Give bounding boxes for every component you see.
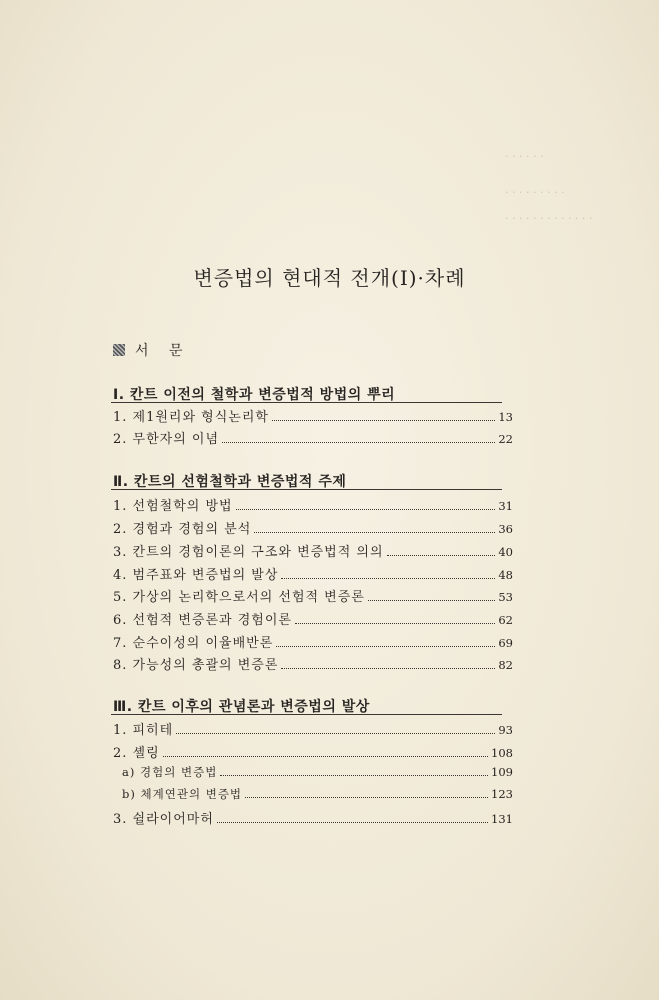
- toc-entry-label: 6. 선험적 변증론과 경험이론: [113, 613, 292, 628]
- section-heading-3[interactable]: Ⅲ. 칸트 이후의 관념론과 변증법의 발상: [113, 699, 370, 715]
- toc-page-number: 109: [491, 765, 513, 779]
- toc-entry-label: 5. 가상의 논리학으로서의 선험적 변증론: [113, 590, 365, 605]
- leader-dots: [222, 432, 495, 443]
- toc-entry[interactable]: [113, 654, 513, 672]
- leader-dots: [281, 568, 495, 579]
- leader-dots: [368, 590, 495, 601]
- section-divider: [111, 402, 502, 403]
- leader-dots: [163, 746, 488, 757]
- toc-entry[interactable]: [113, 518, 513, 536]
- leader-dots: [272, 410, 495, 421]
- toc-page-number: 69: [498, 636, 513, 650]
- leader-dots: [217, 812, 488, 823]
- toc-entry[interactable]: [113, 632, 513, 650]
- toc-entry-label: 3. 쉴라이어마허: [113, 812, 214, 827]
- toc-page-number: 82: [498, 658, 513, 672]
- leader-dots: [295, 613, 495, 624]
- leader-dots: [236, 499, 496, 510]
- toc-entry-label: 3. 칸트의 경험이론의 구조와 변증법적 의의: [113, 545, 384, 560]
- toc-page-number: 123: [491, 787, 513, 801]
- toc-page-number: 93: [498, 723, 513, 737]
- show-through-text: · · · · · ·: [505, 150, 544, 163]
- toc-page-number: 22: [498, 432, 513, 446]
- toc-page-number: 108: [491, 746, 513, 760]
- leader-dots: [220, 765, 488, 776]
- leader-dots: [281, 658, 495, 669]
- toc-page-number: 48: [498, 568, 513, 582]
- toc-entry-label: 2. 경험과 경험의 분석: [113, 522, 252, 537]
- show-through-text: · · · · · · · · ·: [505, 186, 565, 199]
- toc-page-number: 62: [498, 613, 513, 627]
- toc-entry[interactable]: [113, 609, 513, 627]
- preface-heading[interactable]: [113, 340, 191, 360]
- toc-entry[interactable]: [113, 719, 513, 737]
- toc-page-number: 13: [498, 410, 513, 424]
- toc-subentry[interactable]: [122, 764, 513, 782]
- toc-entry[interactable]: [113, 742, 513, 760]
- toc-entry-label: 2. 무한자의 이념: [113, 432, 220, 447]
- section-heading-2[interactable]: Ⅱ. 칸트의 선험철학과 변증법적 주제: [113, 474, 347, 490]
- toc-entry-label: 8. 가능성의 총괄의 변증론: [113, 658, 279, 673]
- toc-entry-label: a) 경험의 변증법: [122, 765, 218, 779]
- toc-entry-label: 7. 순수이성의 이율배반론: [113, 636, 274, 651]
- page-title: 변증법의 현대적 전개(Ⅰ)·차례: [193, 266, 466, 290]
- preface-label: 서 문: [135, 343, 191, 359]
- toc-entry-label: b) 체계연관의 변증법: [122, 787, 243, 801]
- leader-dots: [176, 723, 495, 734]
- toc-entry[interactable]: [113, 586, 513, 604]
- toc-page-number: 131: [491, 812, 513, 826]
- toc-page-number: 31: [498, 499, 513, 513]
- toc-entry-label: 1. 선험철학의 방법: [113, 499, 233, 514]
- leader-dots: [387, 545, 496, 556]
- toc-entry-label: 2. 셸링: [113, 746, 160, 761]
- leader-dots: [276, 636, 495, 647]
- toc-entry[interactable]: [113, 495, 513, 513]
- toc-subentry[interactable]: [122, 786, 513, 804]
- square-bullet-icon: [113, 344, 125, 356]
- leader-dots: [254, 522, 495, 533]
- toc-entry-label: 1. 제1원리와 형식논리학: [113, 410, 269, 425]
- toc-entry-label: 1. 피히테: [113, 723, 174, 738]
- toc-entry[interactable]: [113, 541, 513, 559]
- section-heading-1[interactable]: Ⅰ. 칸트 이전의 철학과 변증법적 방법의 뿌리: [113, 387, 396, 403]
- toc-page-number: 53: [498, 590, 513, 604]
- toc-page-number: 40: [498, 545, 513, 559]
- section-divider: [111, 714, 502, 715]
- toc-entry[interactable]: [113, 428, 513, 446]
- toc-entry[interactable]: [113, 808, 513, 826]
- toc-entry[interactable]: [113, 406, 513, 424]
- section-divider: [111, 489, 502, 490]
- toc-page-number: 36: [498, 522, 513, 536]
- leader-dots: [245, 787, 488, 798]
- show-through-text: · · · · · · · · · · · · ·: [505, 212, 593, 225]
- toc-entry-label: 4. 범주표와 변증법의 발상: [113, 568, 279, 583]
- toc-entry[interactable]: [113, 564, 513, 582]
